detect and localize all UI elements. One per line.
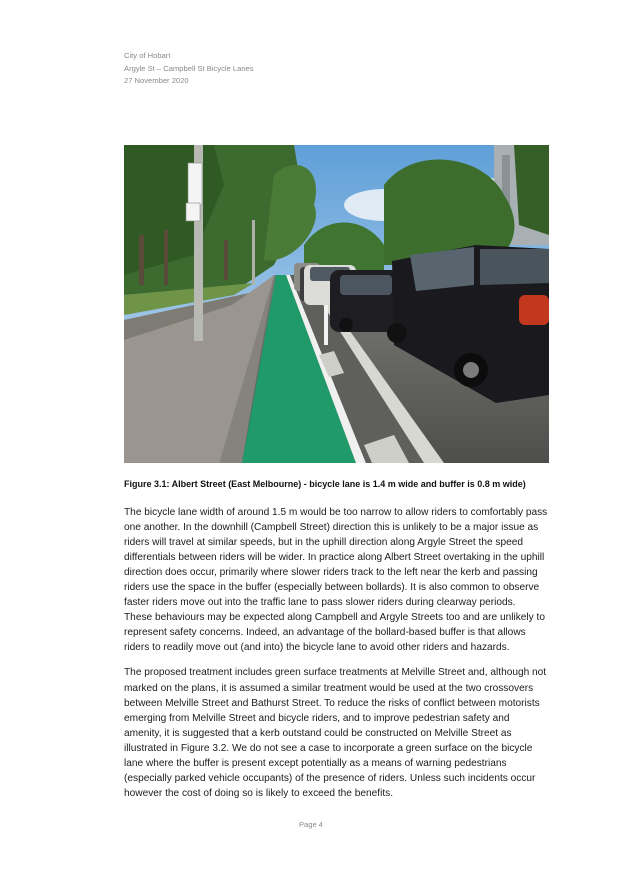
text-line: amenity, it is suggested that a kerb outstand could be constructed on Melville Street as — [124, 727, 512, 739]
text-line: represent safety concerns. Indeed, an advantage of the bollard-based buffer is that allows — [124, 627, 526, 639]
text-line: one another. In the downhill (Campbell Street) direction this is unlikely to be a major issue as — [124, 522, 539, 534]
figure-caption: Figure 3.1: Albert Street (East Melbourne) - bicycle lane is 1.4 m wide and buffer is 0.8 m wide) — [124, 479, 526, 489]
header-project-title: Argyle St – Campbell St Bicycle Lanes — [124, 63, 254, 73]
text-line: however the cost of doing so is likely to exceed the benefits. — [124, 787, 394, 799]
paragraph-overtaking — [124, 505, 562, 655]
text-line: The proposed treatment includes green surface treatments at Melville Street and, although not — [124, 667, 547, 679]
body-text — [124, 505, 562, 811]
text-line: marked on the plans, it is assumed a similar treatment would be used at the two crossovers — [124, 682, 534, 694]
text-line: between Melville Street and Bathurst Street. To reduce the risks of conflict between motorists — [124, 697, 540, 709]
text-line: The bicycle lane width of around 1.5 m would be too narrow to allow riders to comfortably pass — [124, 507, 548, 518]
header-organisation: City of Hobart — [124, 51, 171, 60]
text-line: riders to readily move out (and into) the bicycle lane to avoid other riders and hazards. — [124, 642, 510, 654]
paragraph-proposed-treatment — [124, 665, 562, 800]
text-line: faster riders move out into the traffic lane to pass slower riders during clearway periods. — [124, 597, 516, 609]
figure-photo-albert-street — [124, 145, 549, 463]
text-line: direction does occur, primarily where slower riders track to the left near the kerb and passing — [124, 567, 538, 579]
document-header — [124, 50, 254, 88]
text-line: (especially parked vehicle occupants) of the presence of riders. Unless such incidents occur — [124, 772, 536, 784]
text-line: These behaviours may be expected along Campbell and Argyle Streets too and are unlikely to — [124, 612, 546, 624]
text-line: illustrated in Figure 3.2. We do not see a case to incorporate a green surface on the bicycle — [124, 742, 533, 754]
text-line: riders use the space in the buffer (especially between bollards). It is also common to observe — [124, 582, 540, 594]
text-line: lane where the buffer is present except potentially as a means of warning pedestrians — [124, 757, 507, 769]
text-line: emerging from Melville Street and bicycle riders, and to improve pedestrian safety and — [124, 712, 510, 724]
header-date: 27 November 2020 — [124, 76, 189, 85]
text-line: riders will travel at similar speeds, but in the uphill direction along Argyle Street the speed — [124, 537, 524, 549]
page-number: Page 4 — [298, 820, 324, 829]
text-line: differentials between riders will be wider. In practice along Albert Street overtaking in the uphill — [124, 552, 545, 564]
